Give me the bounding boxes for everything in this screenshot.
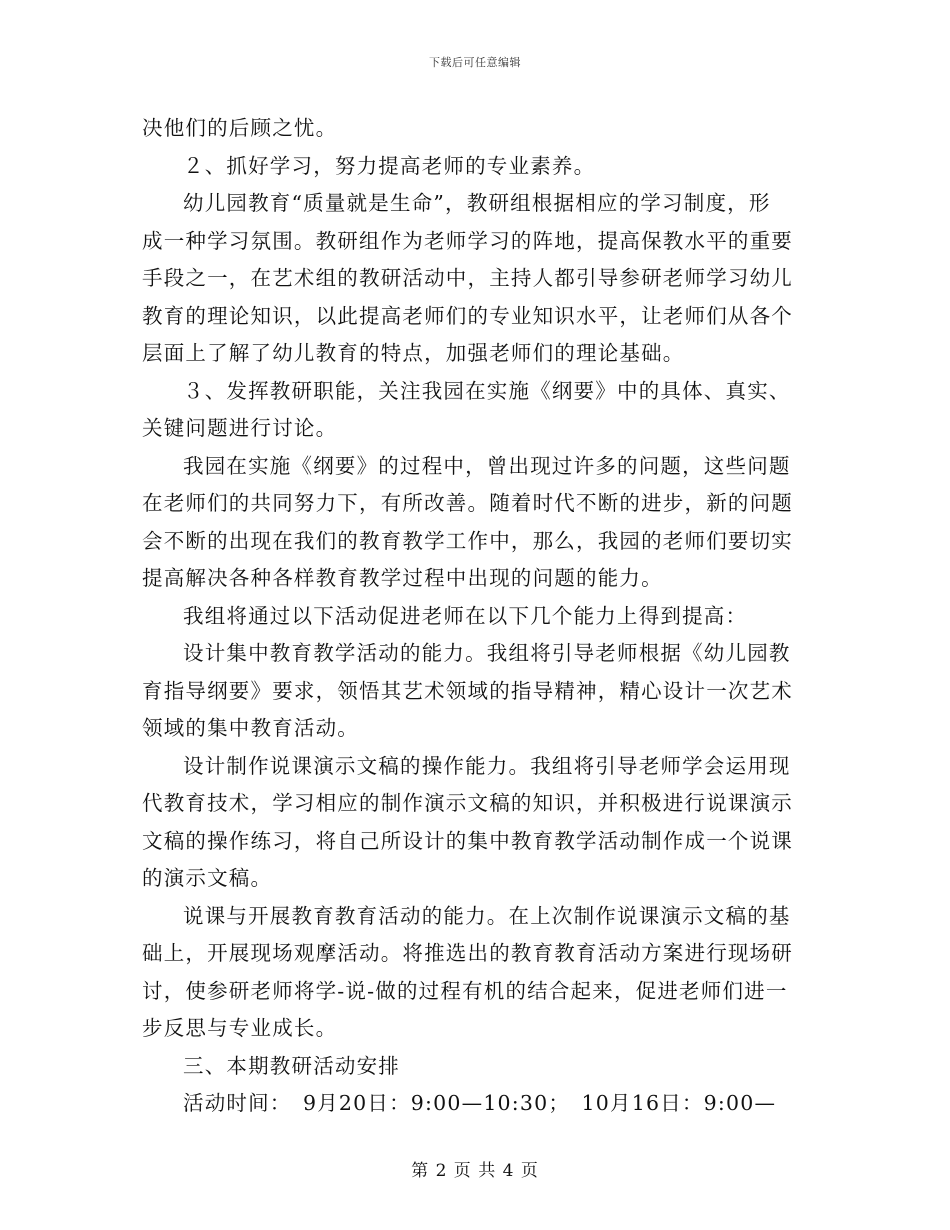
text-line: 设计制作说课演示文稿的操作能力。我组将引导老师学会运用现 [183,753,791,778]
text-line: 说课与开展教育教育活动的能力。在上次制作说课演示文稿的基 [183,903,791,928]
section-heading: 三、本期教研活动安排 [183,1053,400,1078]
text-line: 的演示文稿。 [142,866,273,890]
text-line: 教育的理论知识，以此提高老师们的专业知识水平，让老师们从各个 [142,303,793,328]
text-line: 步反思与专业成长。 [142,1016,338,1040]
text-line: 幼儿园教育“质量就是生命”，教研组根据相应的学习制度，形 [183,191,771,215]
text-line: 础上，开展现场观摩活动。将推选出的教育教育活动方案进行现场研 [142,941,793,965]
text-line: 关键问题进行讨论。 [142,416,338,440]
text-line: 我园在实施《纲要》的过程中，曾出现过许多的问题，这些问题 [183,453,791,478]
text-line: 决他们的后顾之忧。 [142,116,338,140]
text-line: 成一种学习氛围。教研组作为老师学习的阵地，提高保教水平的重要 [142,228,793,253]
text-line: 代教育技术，学习相应的制作演示文稿的知识，并积极进行说课演示 [142,791,793,815]
page-header: 下载后可任意编辑 [429,56,521,69]
document-body [142,110,810,1123]
text-line: 提高解决各种各样教育教学过程中出现的问题的能力。 [142,566,663,590]
text-line: 活动时间： 9月20日：9:00—10:30； 10月16日：9:00— [183,1091,777,1115]
text-line: ３、发挥教研职能，关注我园在实施《纲要》中的具体、真实、 [183,378,791,403]
text-line: 育指导纲要》要求，领悟其艺术领域的指导精神，精心设计一次艺术 [142,678,793,703]
text-line: 会不断的出现在我们的教育教学工作中，那么，我园的老师们要切实 [142,528,793,553]
text-line: 讨，使参研老师将学-说-做的过程有机的结合起来，促进老师们进一 [142,978,788,1003]
text-line: ２、抓好学习，努力提高老师的专业素养。 [183,153,596,178]
text-line: 层面上了解了幼儿教育的特点，加强老师们的理论基础。 [142,341,685,365]
text-line: 文稿的操作练习，将自己所设计的集中教育教学活动制作成一个说课 [142,828,793,853]
text-line: 我组将通过以下活动促进老师在以下几个能力上得到提高： [183,603,748,628]
text-line: 领域的集中教育活动。 [142,716,359,740]
page-number-footer: 第 2 页 共 4 页 [411,1161,539,1181]
text-line: 手段之一，在艺术组的教研活动中，主持人都引导参研老师学习幼儿 [142,266,793,290]
text-line: 设计集中教育教学活动的能力。我组将引导老师根据《幼儿园教 [183,641,791,665]
text-line: 在老师们的共同努力下，有所改善。随着时代不断的进步，新的问题 [142,491,793,515]
